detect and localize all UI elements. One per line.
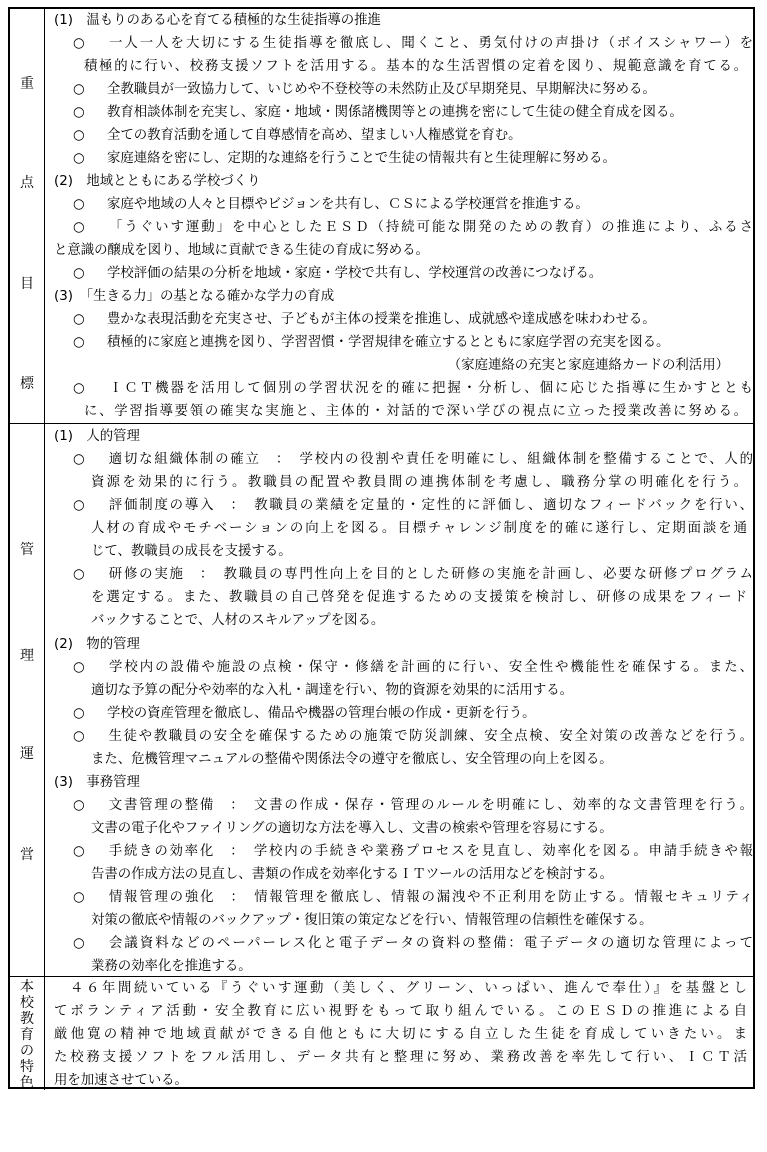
label-char: 教 (20, 1011, 34, 1027)
bullet-circle: ○ (73, 36, 85, 51)
bullet-circle: ○ (73, 151, 85, 166)
group-heading: (1) 人的管理 (54, 429, 140, 444)
paragraph-line: 用を加速させている。 (54, 1073, 188, 1088)
list-item-continuation: 文書の電子化やファイリングの適切な方法を導入し、文書の検索や管理を容易にする。 (91, 821, 613, 836)
section-school-features (10, 976, 753, 1090)
paragraph-line: てボランティア活動・安全教育に広い視野をもって取り組んでいる。このＥＳＤの推進による自 (54, 1004, 747, 1019)
section-label-management (10, 424, 45, 977)
list-item: ○ 全教職員が一致協力して、いじめや不登校等の未然防止及び早期発見、早期解決に努める。 (44, 78, 753, 101)
list-item-continuation: と意識の醸成を図り、地域に貢献できる生徒の育成に努める。 (54, 243, 429, 258)
list-item: ○ 教育相談体制を充実し、家庭・地域・関係諸機関等との連携を密にして生徒の健全育成を図る。 (44, 101, 753, 124)
list-item: ○ 学校の資産管理を徹底し、備品や機器の管理台帳の作成・更新を行う。 (44, 702, 753, 725)
bullet-circle: ○ (73, 381, 85, 396)
group-heading: (2) 地域とともにある学校づくり (54, 174, 261, 189)
bullet-circle: ○ (73, 335, 85, 350)
paragraph-line: 厳他寛の精神で地域貢献ができる自他ともに大切にする自立した生徒を育成していきたい。ま (54, 1027, 747, 1042)
bullet-circle: ○ (73, 706, 85, 721)
bullet-circle: ○ (73, 220, 85, 235)
label-char: 理 (20, 648, 34, 664)
section-body-management (44, 424, 753, 977)
list-item-continuation: 積極的に行い、校務支援ソフトを活用する。基本的な生活習慣の定着を図り、規範意識を育てる。 (84, 59, 747, 74)
list-item-continuation: に、学習指導要領の確実な実施と、主体的・対話的で深い学びの視点に立った授業改善に努める。 (84, 404, 747, 419)
group-heading: (3) 「生きる力」の基となる確かな学力の育成 (54, 289, 335, 304)
list-item: ○ 適切な組織体制の確立 ： 学校内の役割や責任を明確にし、組織体制を整備することで、人的 (44, 448, 753, 471)
bullet-circle: ○ (73, 312, 85, 327)
paragraph-line: た校務支援ソフトをフル活用し、データ共有と整理に努め、業務改善を率先して行い、ＩＣＴ活 (54, 1050, 747, 1065)
list-item: ○ 情報管理の強化 ： 情報管理を徹底し、情報の漏洩や不正利用を防止する。情報セキュリティ (44, 886, 753, 909)
list-item: ○ 「うぐいす運動」を中心としたＥＳＤ（持続可能な開発のための教育）の推進により、ふるさ (44, 216, 753, 239)
label-char: 校 (20, 995, 34, 1011)
label-char: 特 (20, 1059, 34, 1075)
list-item-continuation: また、危機管理マニュアルの整備や関係法令の遵守を徹底し、安全管理の向上を図る。 (91, 752, 613, 767)
list-item: ○ 文書管理の整備 ： 文書の作成・保存・管理のルールを明確にし、効率的な文書管理を行う。 (44, 794, 753, 817)
list-item-continuation: 人材の育成やモチベーションの向上を図る。目標チャレンジ制度を的確に遂行し、定期面談を通 (91, 521, 747, 536)
list-item-continuation: 業務の効率化を推進する。 (91, 959, 252, 974)
label-char: 点 (20, 175, 34, 191)
list-item: ○ 家庭連絡を密にし、定期的な連絡を行うことで生徒の情報共有と生徒理解に努める。 (44, 147, 753, 170)
label-char: 運 (20, 746, 34, 762)
label-char: 本 (20, 979, 34, 995)
bullet-circle: ○ (73, 266, 85, 281)
list-item: ○ 学校評価の結果の分析を地域・家庭・学校で共有し、学校運営の改善につなげる。 (44, 262, 753, 285)
paragraph-line: ４６年間続いている『うぐいす運動（美しく、グリーン、いっぱい、進んで奉仕）』を基盤とし (54, 981, 747, 996)
list-item: ○ 学校内の設備や施設の点検・保守・修繕を計画的に行い、安全性や機能性を確保する。また、 (44, 656, 753, 679)
group-heading: (1) 温もりのある心を育てる積極的な生徒指導の推進 (54, 13, 381, 28)
bullet-circle: ○ (73, 128, 85, 143)
bullet-circle: ○ (73, 498, 85, 513)
list-item: ○ 研修の実施 ： 教職員の専門性向上を目的とした研修の実施を計画し、必要な研修プログラム (44, 563, 753, 586)
bullet-circle: ○ (73, 798, 85, 813)
label-char: 色 (20, 1075, 34, 1091)
list-item: ○ 生徒や教職員の安全を確保するための施策で防災訓練、安全点検、安全対策の改善などを行う。 (44, 725, 753, 748)
section-focus-goals (10, 9, 753, 423)
list-item: ○ 会議資料などのペーパーレス化と電子データの資料の整備：電子データの適切な管理によって (44, 932, 753, 955)
section-label-focus-goals (10, 9, 45, 423)
list-item-note: （家庭連絡の充実と家庭連絡カードの利活用） (447, 358, 729, 373)
label-char: 管 (20, 542, 34, 558)
bullet-circle: ○ (73, 105, 85, 120)
bullet-circle: ○ (73, 844, 85, 859)
list-item-continuation: 適切な予算の配分や効率的な入札・調達を行い、物的資源を効果的に活用する。 (91, 683, 574, 698)
label-char: 標 (20, 376, 34, 392)
list-item-continuation: 告書の作成方法の見直し、書類の作成を効率化するＩＴツールの活用などを検討する。 (91, 867, 613, 882)
bullet-circle: ○ (73, 729, 85, 744)
section-label-school-features (10, 977, 45, 1090)
bullet-circle: ○ (73, 890, 85, 905)
bullet-circle: ○ (73, 936, 85, 951)
label-char: 目 (20, 276, 34, 292)
label-char: 育 (20, 1027, 34, 1043)
bullet-circle: ○ (73, 82, 85, 97)
list-item: ○ 家庭や地域の人々と目標やビジョンを共有し、ＣＳによる学校運営を推進する。 (44, 193, 753, 216)
section-body-school-features (44, 977, 753, 1090)
group-heading: (2) 物的管理 (54, 637, 140, 652)
bullet-circle: ○ (73, 660, 85, 675)
list-item: ○ 手続きの効率化 ： 学校内の手続きや業務プロセスを見直し、効率化を図る。申請手続きや報 (44, 840, 753, 863)
list-item: ○ 一人一人を大切にする生徒指導を徹底し、聞くこと、勇気付けの声掛け（ボイスシャワー）を (44, 32, 753, 55)
list-item: ○ 評価制度の導入 ： 教職員の業績を定量的・定性的に評価し、適切なフィードバックを行い、 (44, 494, 753, 517)
list-item: ○ 積極的に家庭と連携を図り、学習習慣・学習規律を確立するとともに家庭学習の充実を図る。 (44, 331, 753, 354)
section-body-focus-goals (44, 9, 753, 423)
list-item: ○ ＩＣＴ機器を活用して個別の学習状況を的確に把握・分析し、個に応じた指導に生かすととも (44, 377, 753, 400)
list-item-continuation: 資源を効果的に行う。教職員の配置や教員間の連携体制を考慮し、職務分掌の明確化を行う。 (91, 475, 747, 490)
label-char: 営 (20, 847, 34, 863)
list-item: ○ 全ての教育活動を通して自尊感情を高め、望ましい人権感覚を育む。 (44, 124, 753, 147)
list-item-continuation: 対策の徹底や情報のバックアップ・復旧策の策定などを行い、情報管理の信頼性を確保する。 (91, 913, 653, 928)
list-item-continuation: じて、教職員の成長を支援する。 (91, 544, 292, 559)
list-item-continuation: バックすることで、人材のスキルアップを図る。 (91, 613, 385, 628)
list-item-continuation: を選定する。また、教職員の自己啓発を促進するための支援策を検討し、研修の成果をフィード (91, 590, 747, 605)
label-char: 重 (20, 76, 34, 92)
list-item: ○ 豊かな表現活動を充実させ、子どもが主体の授業を推進し、成就感や達成感を味わわせる。 (44, 308, 753, 331)
bullet-circle: ○ (73, 452, 85, 467)
section-management (10, 423, 753, 977)
school-plan-table (8, 7, 755, 1089)
group-heading: (3) 事務管理 (54, 775, 140, 790)
label-char: の (20, 1043, 34, 1059)
bullet-circle: ○ (73, 567, 85, 582)
bullet-circle: ○ (73, 197, 85, 212)
